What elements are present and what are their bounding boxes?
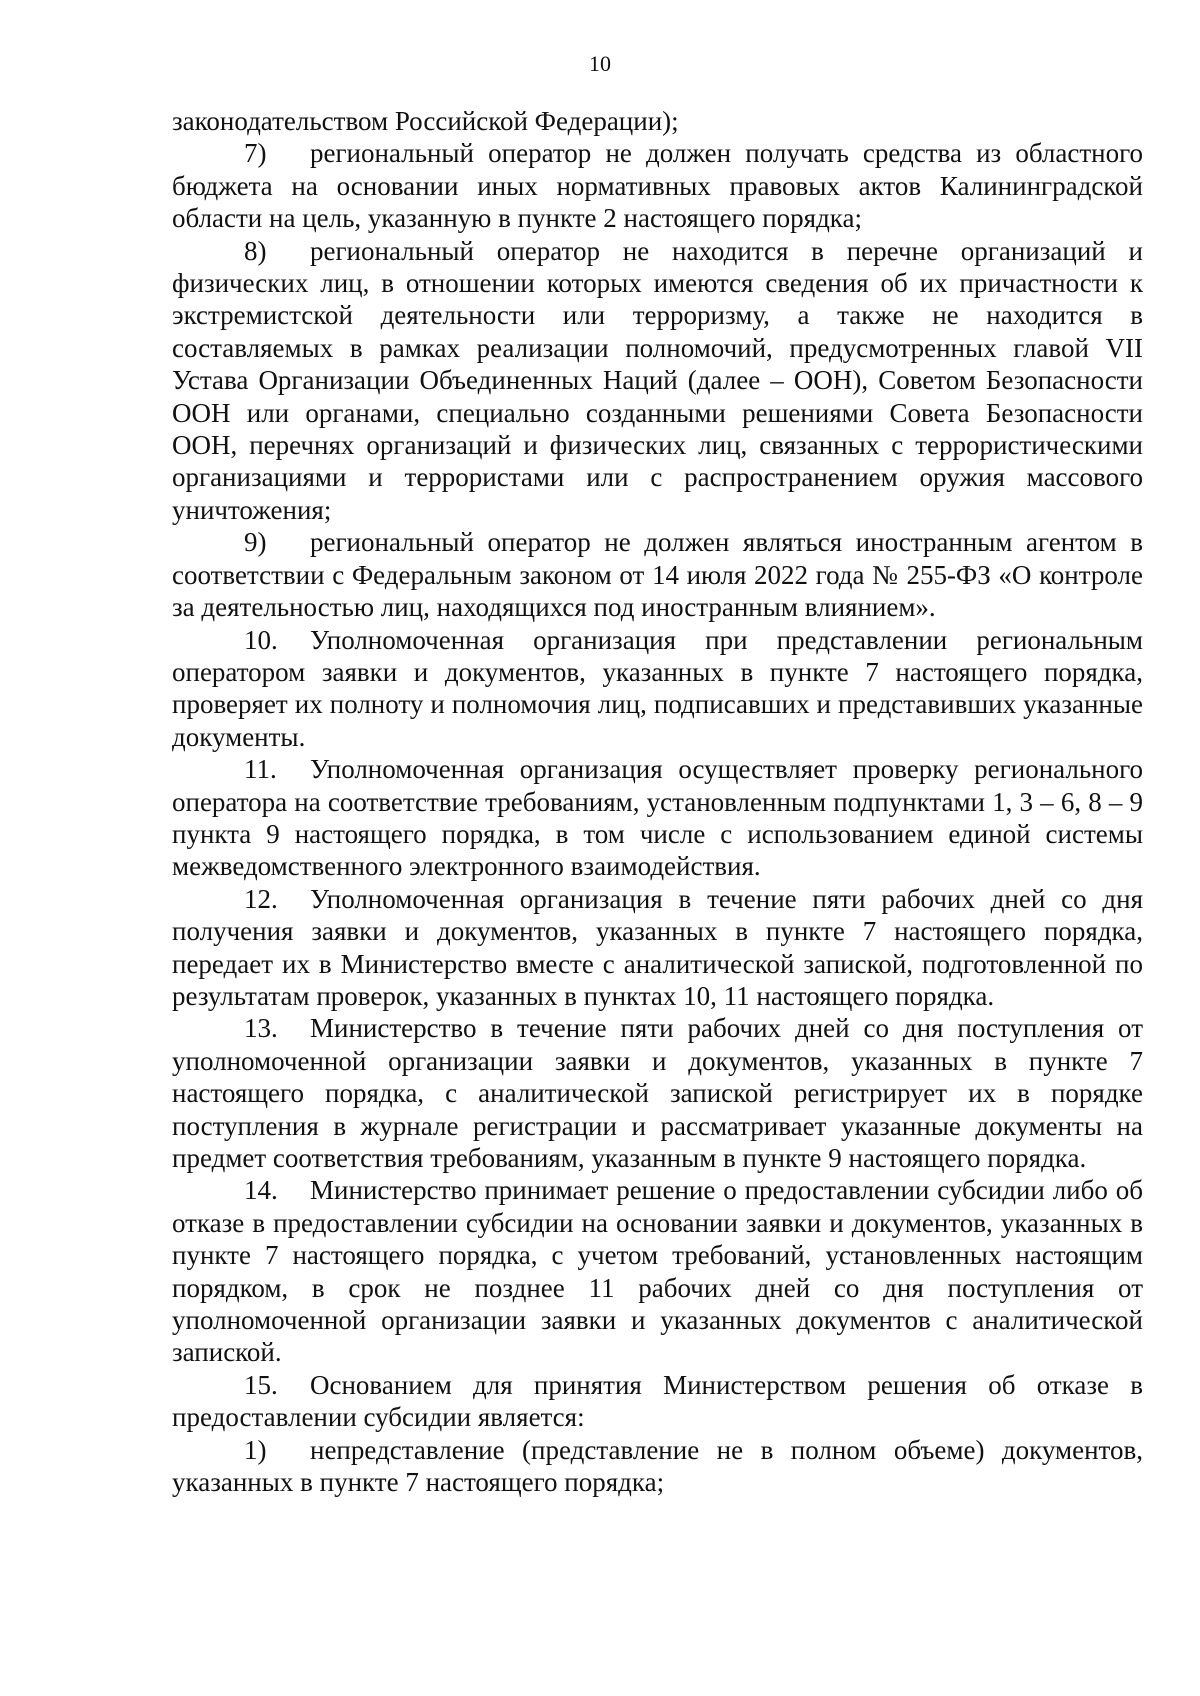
clause-number: 13. xyxy=(244,1013,278,1044)
paragraph-text: региональный оператор не должен получать средства из областного бюджета на основании иных нормативных правовых актов Калининградской области на цель, указанную в пункте 2 настоящего порядка; xyxy=(172,138,1143,234)
paragraph-text: региональный оператор не находится в перечне организаций и физических лиц, в отношении которых имеются сведения об их причастности к экстремистской деятельности или терроризму, а также не находится в составляемых в рамках реализации полномочий, предусмотренных главой VII Устава Организации Объединенных Наций (далее – ООН), Советом Безопасности ООН или органами, специально созданными решениями Совета Безопасности ООН, перечнях организаций и физических лиц, связанных с террористическими организациями и террористами или с распространением оружия массового уничтожения; xyxy=(172,235,1143,525)
clause-15 xyxy=(172,1369,1143,1434)
paragraph-text: Министерство принимает решение о предоставлении субсидии либо об отказе в предоставлении субсидии на основании заявки и документов, указанных в пункте 7 настоящего порядка, с учетом требований, установленных настоящим порядком, в срок не позднее 11 рабочих дней со дня поступления от уполномоченной организации заявки и указанных документов с аналитической запиской. xyxy=(172,1175,1143,1368)
clause-number: 10. xyxy=(244,624,278,655)
paragraph-continuation xyxy=(172,105,1143,137)
document-body xyxy=(172,105,1143,1498)
clause-14 xyxy=(172,1174,1143,1368)
clause-number: 14. xyxy=(244,1175,278,1206)
paragraph-text: Основанием для принятия Министерством решения об отказе в предоставлении субсидии является: xyxy=(172,1369,1143,1433)
page-number: 10 xyxy=(589,51,611,76)
paragraph-text: Уполномоченная организация осуществляет проверку регионального оператора на соответствие требованиям, установленным подпунктами 1, 3 – 6, 8 – 9 пункта 9 настоящего порядка, в том числе с использованием единой системы межведомственного электронного взаимодействия. xyxy=(172,754,1143,882)
clause-10 xyxy=(172,624,1143,754)
clause-12 xyxy=(172,883,1143,1013)
list-item-7 xyxy=(172,137,1143,234)
item-number: 9) xyxy=(244,527,267,558)
clause-11 xyxy=(172,753,1143,883)
clause-number: 11. xyxy=(244,754,277,785)
list-item-8 xyxy=(172,235,1143,527)
paragraph-text: Уполномоченная организация в течение пяти рабочих дней со дня получения заявки и документов, указанных в пункте 7 настоящего порядка, передает их в Министерство вместе с аналитической запиской, подготовленной по результатам проверок, указанных в пунктах 10, 11 настоящего порядка. xyxy=(172,883,1143,1011)
list-item-9 xyxy=(172,526,1143,623)
item-number: 7) xyxy=(244,138,267,169)
clause-number: 12. xyxy=(244,883,278,914)
paragraph-text: Уполномоченная организация при представлении региональным оператором заявки и документов, указанных в пункте 7 настоящего порядка, проверяет их полноту и полномочия лиц, подписавших и представивших указанные документы. xyxy=(172,624,1143,752)
clause-13 xyxy=(172,1012,1143,1174)
item-number: 1) xyxy=(244,1434,267,1465)
item-number: 8) xyxy=(244,235,267,266)
paragraph-text: непредставление (представление не в полном объеме) документов, указанных в пункте 7 настоящего порядка; xyxy=(172,1434,1143,1498)
paragraph-text: Министерство в течение пяти рабочих дней со дня поступления от уполномоченной организации заявки и документов, указанных в пункте 7 настоящего порядка, с аналитической запиской регистрирует их в порядке поступления в журнале регистрации и рассматривает указанные документы на предмет соответствия требованиям, указанным в пункте 9 настоящего порядка. xyxy=(172,1013,1143,1173)
paragraph-text: законодательством Российской Федерации); xyxy=(172,106,679,136)
list-item-1 xyxy=(172,1434,1143,1499)
clause-number: 15. xyxy=(244,1369,278,1400)
paragraph-text: региональный оператор не должен являться иностранным агентом в соответствии с Федеральным законом от 14 июля 2022 года № 255-ФЗ «О контроле за деятельностью лиц, находящихся под иностранным влиянием». xyxy=(172,527,1143,623)
